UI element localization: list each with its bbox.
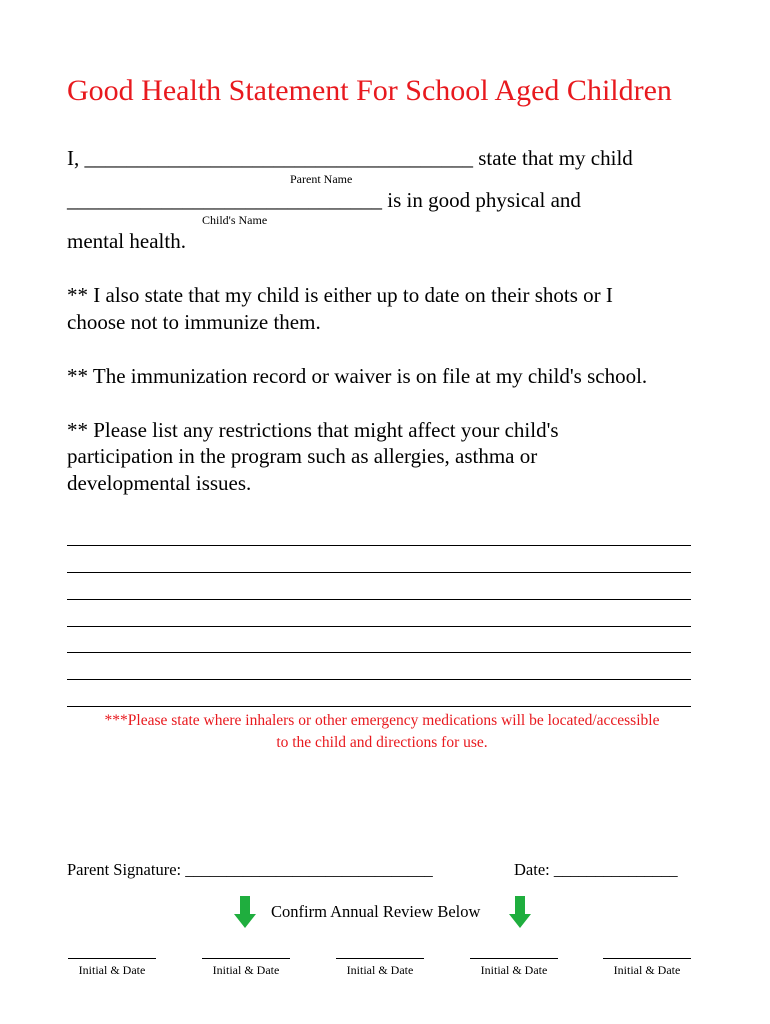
- parent-signature-field[interactable]: Parent Signature: ______________________________: [67, 860, 433, 879]
- parent-name-field[interactable]: _____________________________________: [84, 146, 473, 170]
- restriction-line-3[interactable]: [67, 599, 691, 600]
- down-arrow-icon: [234, 896, 256, 928]
- child-name-caption: Child's Name: [202, 213, 268, 227]
- initial-date-caption-2: Initial & Date: [212, 963, 280, 977]
- bullet-3-line-2: participation in the program such as allergies, asthma or: [67, 444, 538, 468]
- initial-date-caption-4: Initial & Date: [480, 963, 548, 977]
- child-name-field[interactable]: ______________________________: [67, 188, 382, 212]
- restriction-line-5[interactable]: [67, 652, 691, 653]
- statement-line-3: mental health.: [67, 229, 186, 253]
- medication-note-line-1: ***Please state where inhalers or other emergency medications will be located/accessible: [104, 712, 660, 729]
- statement-text-2: is in good physical and: [387, 188, 581, 212]
- parent-name-caption: Parent Name: [290, 172, 353, 186]
- initial-date-line-2[interactable]: [202, 958, 290, 959]
- initial-date-line-3[interactable]: [336, 958, 424, 959]
- bullet-3-line-3: developmental issues.: [67, 471, 252, 495]
- statement-line-2: [67, 188, 581, 213]
- restriction-line-6[interactable]: [67, 679, 691, 680]
- medication-note-line-2: to the child and directions for use.: [276, 734, 488, 751]
- date-field[interactable]: Date: _______________: [514, 860, 678, 879]
- i-prefix: I,: [67, 146, 80, 170]
- initial-date-line-5[interactable]: [603, 958, 691, 959]
- bullet-1-line-1: ** I also state that my child is either up to date on their shots or I: [67, 283, 613, 307]
- restriction-line-7[interactable]: [67, 706, 691, 707]
- initial-date-line-1[interactable]: [68, 958, 156, 959]
- page-title: Good Health Statement For School Aged Children: [67, 74, 672, 107]
- bullet-2: ** The immunization record or waiver is on file at my child's school.: [67, 364, 648, 388]
- restriction-line-2[interactable]: [67, 572, 691, 573]
- annual-review-label: Confirm Annual Review Below: [271, 902, 481, 921]
- restriction-line-1[interactable]: [67, 545, 691, 546]
- initial-date-line-4[interactable]: [470, 958, 558, 959]
- restriction-line-4[interactable]: [67, 626, 691, 627]
- medication-note: [52, 710, 712, 754]
- initial-date-caption-1: Initial & Date: [78, 963, 146, 977]
- statement-text-1: state that my child: [478, 146, 633, 170]
- down-arrow-icon: [509, 896, 531, 928]
- statement-line-1: [67, 146, 633, 171]
- initial-date-caption-5: Initial & Date: [613, 963, 681, 977]
- initial-date-caption-3: Initial & Date: [346, 963, 414, 977]
- bullet-1-line-2: choose not to immunize them.: [67, 310, 321, 334]
- bullet-3-line-1: ** Please list any restrictions that might affect your child's: [67, 418, 559, 442]
